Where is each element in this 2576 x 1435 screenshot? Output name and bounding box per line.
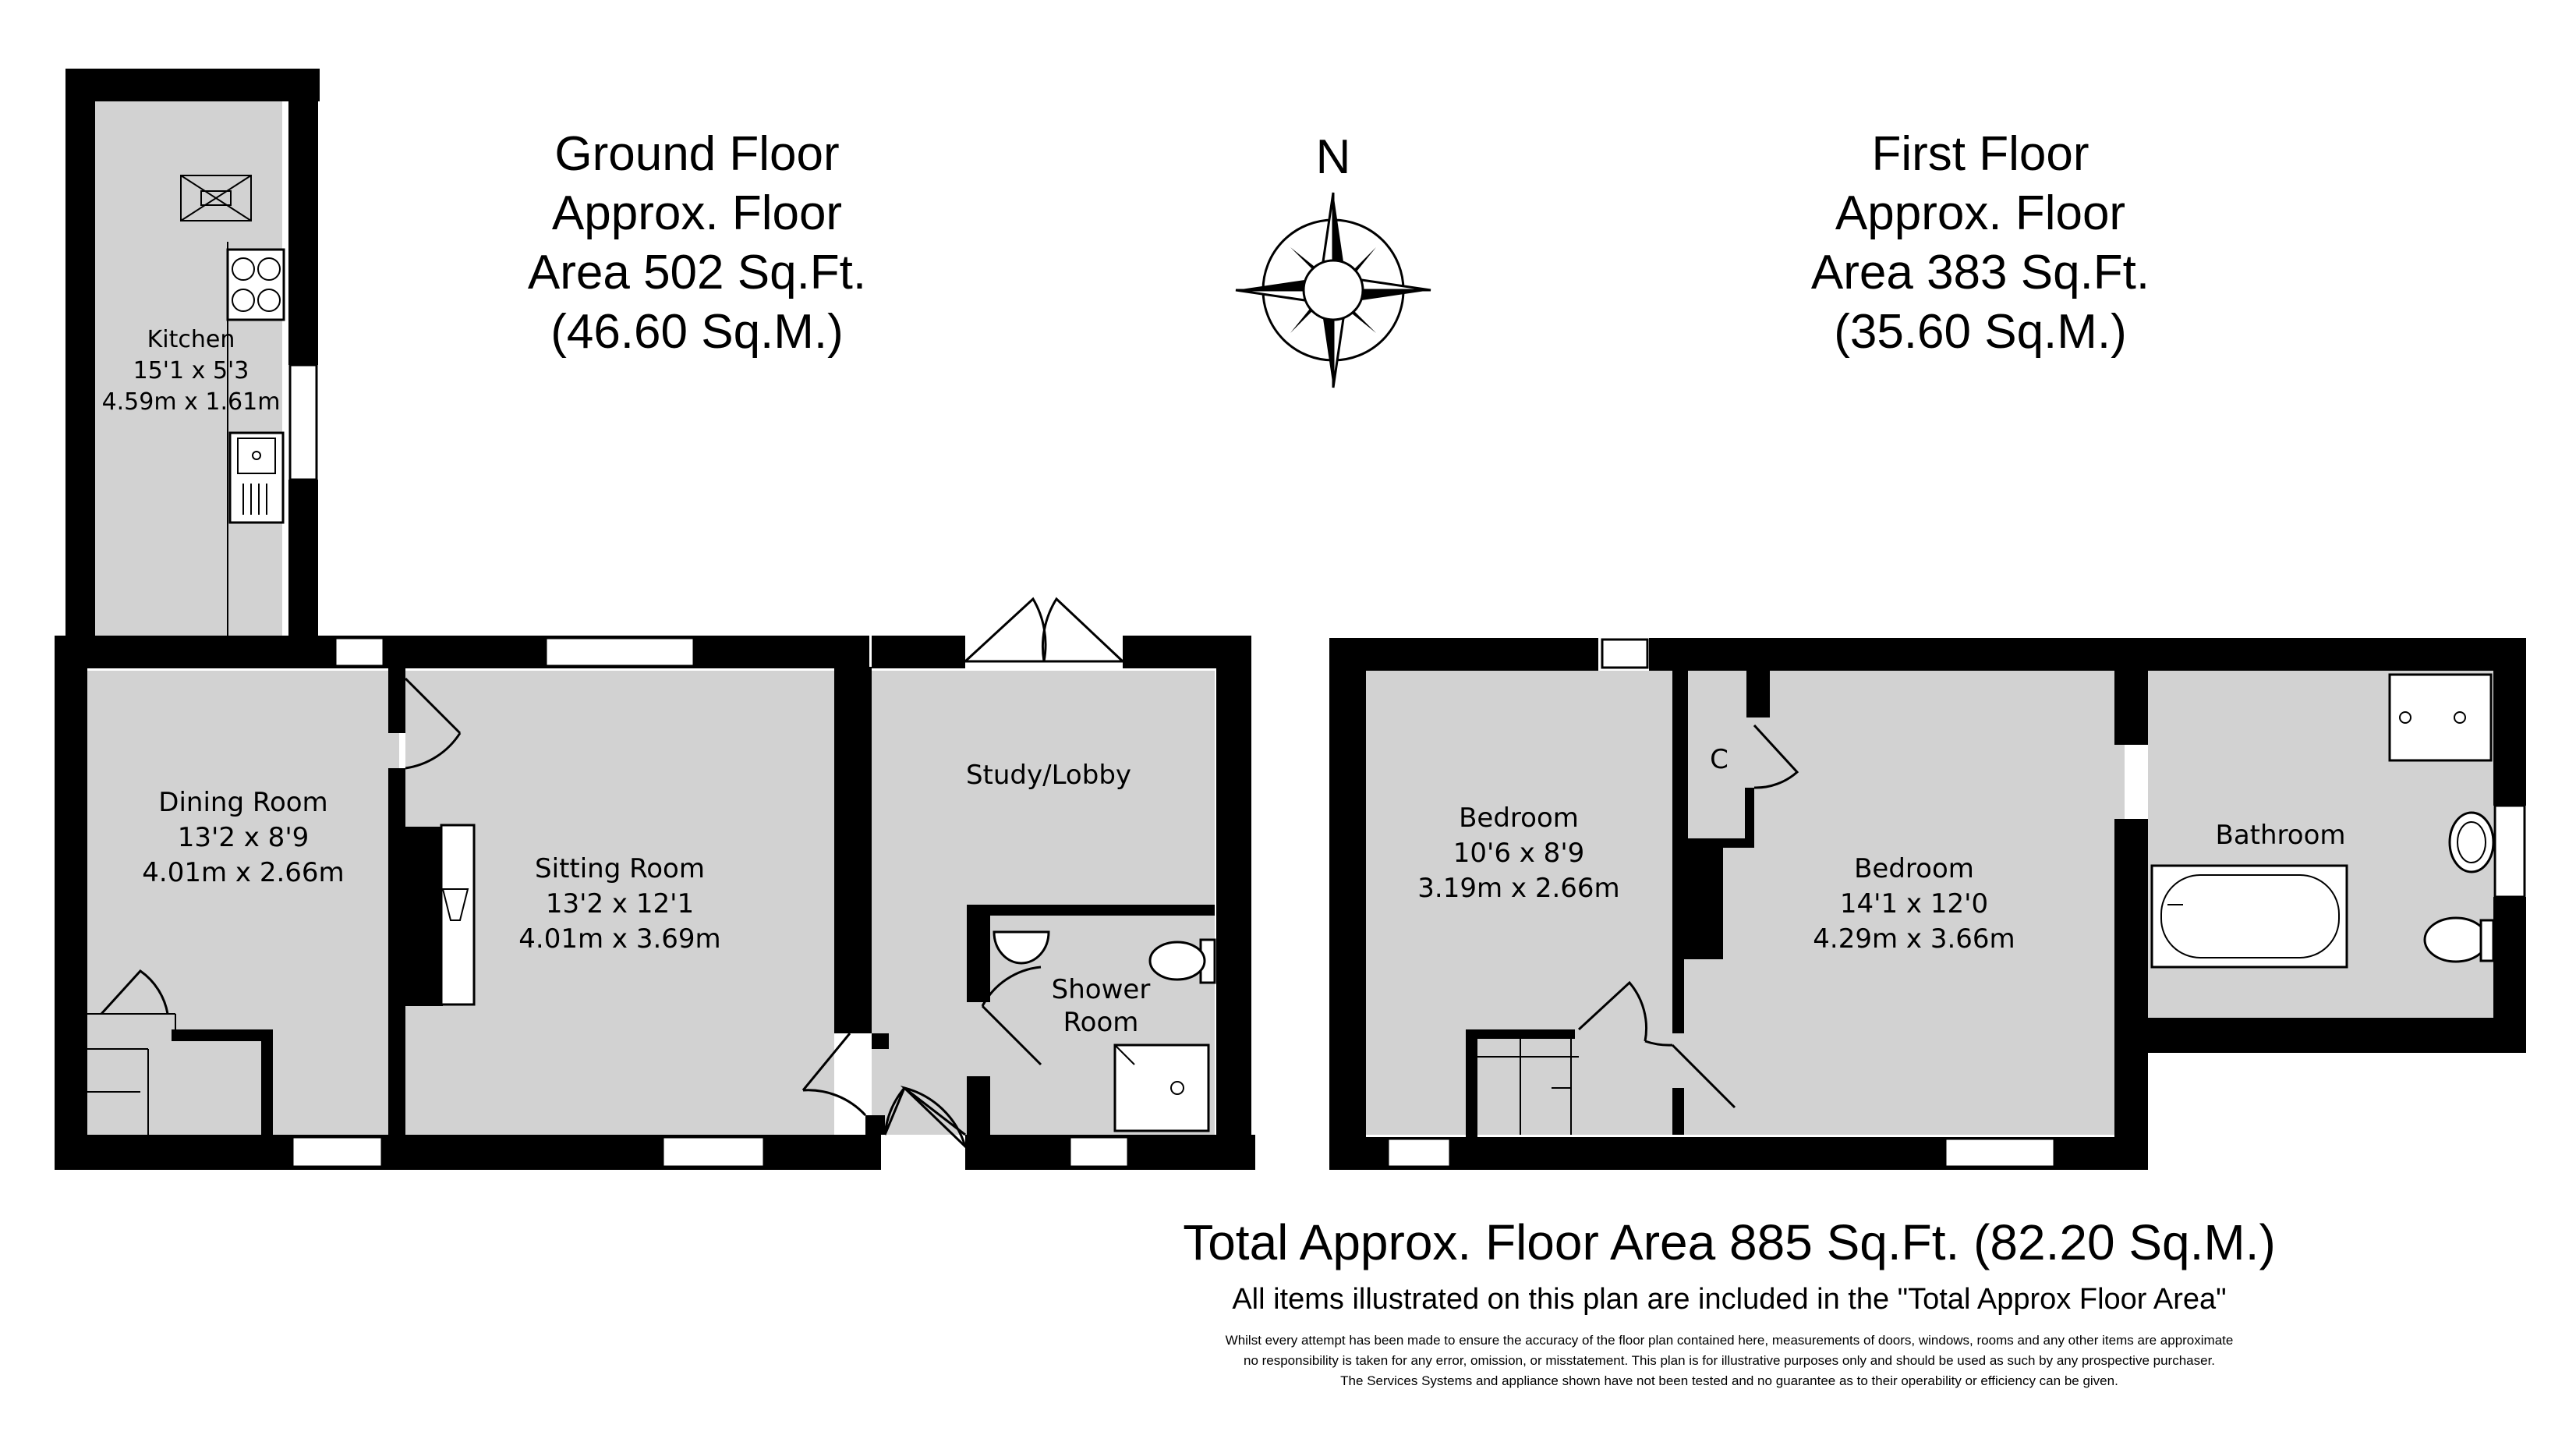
- svg-text:Whilst every attempt has been: Whilst every attempt has been made to ensure the accuracy of the floor plan contained here, measurements of doors, windows, rooms and any other items are approximate: [1225, 1333, 2234, 1348]
- svg-text:Kitchen: Kitchen: [147, 326, 235, 353]
- svg-text:3.19m x 2.66m: 3.19m x 2.66m: [1417, 873, 1620, 904]
- wc-icon: [1150, 940, 1215, 983]
- first-floor-title: [1811, 127, 2150, 359]
- svg-text:4.29m x 3.66m: 4.29m x 3.66m: [1813, 923, 2015, 955]
- cupboard-label: C: [1710, 744, 1729, 775]
- svg-text:Shower: Shower: [1051, 974, 1151, 1005]
- wc-icon: [2425, 918, 2493, 962]
- study-lobby-label: [966, 760, 1131, 791]
- compass-north-label: N: [1315, 130, 1351, 184]
- ground-top-wall: [55, 636, 869, 668]
- dining-room-floor: [87, 671, 399, 1139]
- svg-text:Bathroom: Bathroom: [2215, 820, 2346, 851]
- sink-icon: [230, 433, 283, 523]
- svg-text:4.01m x 2.66m: 4.01m x 2.66m: [142, 857, 345, 888]
- included-items-note: All items illustrated on this plan are included in the "Total Approx Floor Area": [1232, 1283, 2227, 1316]
- svg-text:Bedroom: Bedroom: [1459, 803, 1579, 834]
- svg-text:no responsibility is taken for: no responsibility is taken for any error, omission, or misstatement. This plan is for illustrative purposes only and should be used as such by any prospective purchaser.: [1243, 1353, 2216, 1368]
- svg-text:4.59m x 1.61m: 4.59m x 1.61m: [101, 388, 281, 416]
- shower-tray-icon: [2390, 675, 2491, 760]
- svg-text:The Services Systems and appli: The Services Systems and appliance shown have not been tested and no guarantee as to their operability or efficiency can be given.: [1340, 1373, 2118, 1388]
- svg-text:First Floor: First Floor: [1871, 127, 2089, 181]
- disclaimer: [1226, 1333, 2234, 1388]
- svg-text:4.01m x 3.69m: 4.01m x 3.69m: [518, 923, 721, 955]
- svg-text:Sitting Room: Sitting Room: [535, 853, 705, 884]
- svg-text:(46.60 Sq.M.): (46.60 Sq.M.): [550, 305, 844, 359]
- svg-text:Approx. Floor: Approx. Floor: [551, 186, 843, 240]
- svg-text:Study/Lobby: Study/Lobby: [965, 760, 1132, 791]
- svg-text:13'2 x 12'1: 13'2 x 12'1: [545, 888, 695, 919]
- svg-text:(35.60 Sq.M.): (35.60 Sq.M.): [1834, 305, 2127, 359]
- svg-text:Area 383 Sq.Ft.: Area 383 Sq.Ft.: [1810, 246, 2150, 299]
- svg-text:Bedroom: Bedroom: [1854, 853, 1974, 884]
- basin-icon: [2450, 813, 2493, 872]
- svg-text:Approx. Floor: Approx. Floor: [1835, 186, 2126, 240]
- bathroom-label: [2216, 820, 2346, 851]
- compass-icon: [1236, 193, 1431, 388]
- hob-icon: [228, 250, 284, 320]
- svg-text:Area 502 Sq.Ft.: Area 502 Sq.Ft.: [527, 246, 867, 299]
- total-floor-area: Total Approx. Floor Area 885 Sq.Ft. (82.20 Sq.M.): [1183, 1214, 2276, 1270]
- svg-text:14'1 x 12'0: 14'1 x 12'0: [1839, 888, 1989, 919]
- sitting-room-label: [518, 853, 720, 955]
- svg-text:Ground Floor: Ground Floor: [554, 127, 840, 181]
- svg-text:13'2 x 8'9: 13'2 x 8'9: [177, 822, 310, 853]
- svg-text:10'6 x 8'9: 10'6 x 8'9: [1453, 838, 1585, 869]
- kitchen-window: [290, 365, 317, 480]
- svg-text:Dining Room: Dining Room: [158, 787, 328, 818]
- ground-floor-title: [528, 127, 866, 359]
- svg-text:15'1 x 5'3: 15'1 x 5'3: [133, 357, 249, 384]
- bath-icon: [2152, 866, 2347, 967]
- svg-text:Room: Room: [1063, 1007, 1139, 1038]
- shower-tray-icon: [1115, 1045, 1208, 1131]
